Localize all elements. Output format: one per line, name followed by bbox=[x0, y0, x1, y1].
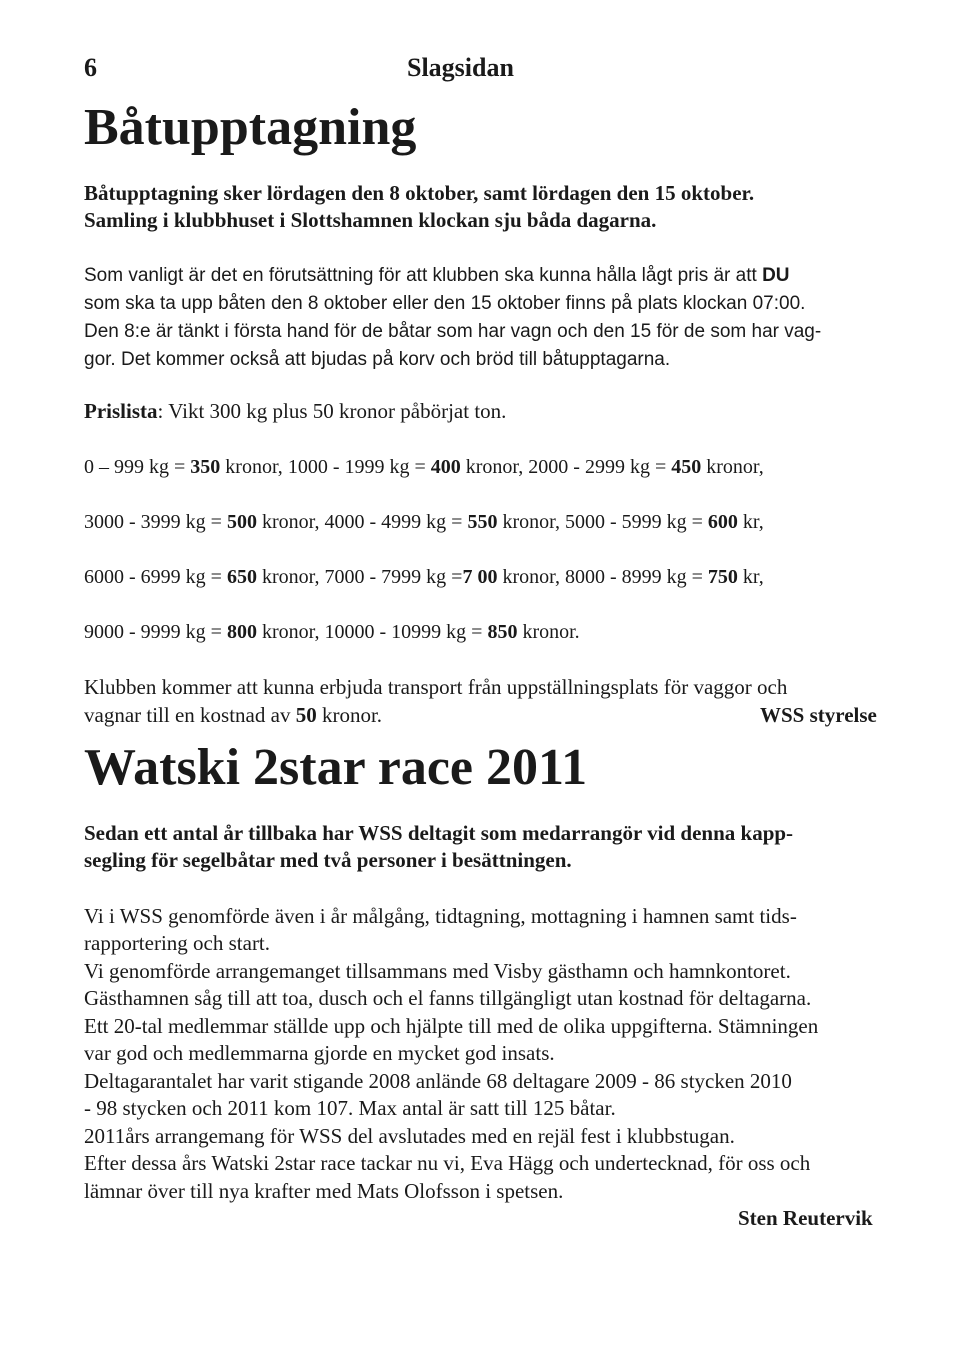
price-unit: kronor. bbox=[517, 621, 580, 643]
price-unit: kronor, bbox=[701, 456, 764, 478]
body-line-2: som ska ta upp båten den 8 oktober eller den 15 oktober finns på plats klockan 07:00. bbox=[84, 293, 806, 314]
price-row-3 bbox=[84, 563, 764, 591]
price-range: 2000 - 2999 kg = bbox=[528, 456, 672, 478]
body-line-1-text: Som vanligt är det en förutsättning för att klubben ska kunna hålla lågt pris är att bbox=[84, 265, 763, 286]
body-line: rapportering och start. bbox=[84, 931, 271, 955]
price-value: 350 bbox=[190, 456, 221, 478]
section-title: Slagsidan bbox=[407, 53, 514, 82]
price-value: 650 bbox=[226, 566, 257, 588]
price-range: 4000 - 4999 kg = bbox=[324, 511, 468, 533]
price-unit: kr, bbox=[737, 566, 764, 588]
page-number: 6 bbox=[84, 53, 97, 82]
price-range: 1000 - 1999 kg = bbox=[287, 456, 431, 478]
transport-text: vagnar till en kostnad av bbox=[84, 703, 296, 727]
transport-line-1: Klubben kommer att kunna erbjuda transport från uppställningsplats för vaggor och bbox=[84, 675, 788, 699]
body-line: 2011års arrangemang för WSS del avslutades med en rejäl fest i klubbstugan. bbox=[84, 1124, 735, 1148]
price-range: 6000 - 6999 kg = bbox=[84, 566, 227, 588]
price-value: 7 00 bbox=[462, 566, 498, 588]
transport-cost: 50 bbox=[295, 703, 317, 727]
intro-line-2: segling för segelbåtar med två personer i besättningen. bbox=[84, 848, 572, 872]
article-title-batupptagning: Båtupptagning bbox=[84, 99, 417, 156]
price-intro bbox=[84, 397, 506, 425]
body-line-1 bbox=[84, 262, 790, 290]
price-value: 550 bbox=[467, 511, 498, 533]
price-range: 8000 - 8999 kg = bbox=[564, 566, 708, 588]
price-unit: kronor, bbox=[256, 511, 325, 533]
article-title-watski: Watski 2star race 2011 bbox=[84, 739, 588, 796]
intro-line-1: Båtupptagning sker lördagen den 8 oktober, samt lördagen den 15 oktober. bbox=[84, 181, 755, 205]
intro-line-1: Sedan ett antal år tillbaka har WSS deltagit som medarrangör vid denna kapp- bbox=[84, 821, 794, 845]
price-unit: kr, bbox=[737, 511, 764, 533]
body-line: lämnar över till nya krafter med Mats Olofsson i spetsen. bbox=[84, 1179, 564, 1203]
price-range: 7000 - 7999 kg = bbox=[324, 566, 463, 588]
price-value: 800 bbox=[226, 621, 257, 643]
price-unit: kronor, bbox=[497, 511, 565, 533]
body-line-4: gor. Det kommer också att bjudas på korv och bröd till båtupptagarna. bbox=[84, 349, 671, 370]
price-value: 450 bbox=[671, 456, 702, 478]
body-line: var god och medlemmarna gjorde en mycket god insats. bbox=[84, 1041, 555, 1065]
price-unit: kronor, bbox=[220, 456, 288, 478]
body-line: Gästhamnen såg till att toa, dusch och el fanns tillgängligt utan kostnad för deltagarna. bbox=[84, 986, 812, 1010]
price-value: 400 bbox=[430, 456, 461, 478]
price-row-2 bbox=[84, 508, 764, 536]
price-value: 750 bbox=[707, 566, 738, 588]
transport-line-2 bbox=[84, 701, 382, 729]
price-range: 3000 - 3999 kg = bbox=[84, 511, 227, 533]
price-unit: kronor, bbox=[460, 456, 529, 478]
price-range: 0 – 999 kg = bbox=[84, 456, 191, 478]
price-unit: kronor, bbox=[256, 566, 325, 588]
price-range: 5000 - 5999 kg = bbox=[564, 511, 708, 533]
price-unit: kronor, bbox=[497, 566, 565, 588]
body-line: - 98 stycken och 2011 kom 107. Max antal är satt till 125 båtar. bbox=[84, 1096, 616, 1120]
price-label: Prislista bbox=[84, 399, 158, 423]
intro-line-2: Samling i klubbhuset i Slottshamnen klockan sju båda dagarna. bbox=[84, 208, 657, 232]
body-line-3: Den 8:e är tänkt i första hand för de båtar som har vagn och den 15 för de som har vag- bbox=[84, 321, 822, 342]
price-range: 9000 - 9999 kg = bbox=[84, 621, 227, 643]
signature-wss-styrelse: WSS styrelse bbox=[760, 703, 877, 727]
transport-unit: kronor. bbox=[316, 703, 383, 727]
body-line: Deltagarantalet har varit stigande 2008 anlände 68 deltagare 2009 - 86 stycken 2010 bbox=[84, 1069, 792, 1093]
price-row-4 bbox=[84, 618, 580, 646]
price-row-1 bbox=[84, 453, 764, 481]
body-line: Vi i WSS genomförde även i år målgång, tidtagning, mottagning i hamnen samt tids- bbox=[84, 904, 797, 928]
signature-sten-reutervik: Sten Reutervik bbox=[738, 1206, 873, 1230]
price-intro-text: : Vikt 300 kg plus 50 kronor påbörjat ton. bbox=[157, 399, 507, 423]
price-unit: kronor, bbox=[256, 621, 325, 643]
price-range: 10000 - 10999 kg = bbox=[324, 621, 488, 643]
body-line: Vi genomförde arrangemanget tillsammans med Visby gästhamn och hamnkontoret. bbox=[84, 959, 791, 983]
price-value: 600 bbox=[707, 511, 738, 533]
body-line: Ett 20-tal medlemmar ställde upp och hjälpte till med de olika uppgifterna. Stämningen bbox=[84, 1014, 819, 1038]
body-line: Efter dessa års Watski 2star race tackar nu vi, Eva Hägg och undertecknad, för oss och bbox=[84, 1151, 811, 1175]
body-emphasis-du: DU bbox=[762, 265, 790, 286]
price-value: 850 bbox=[487, 621, 518, 643]
price-value: 500 bbox=[226, 511, 257, 533]
